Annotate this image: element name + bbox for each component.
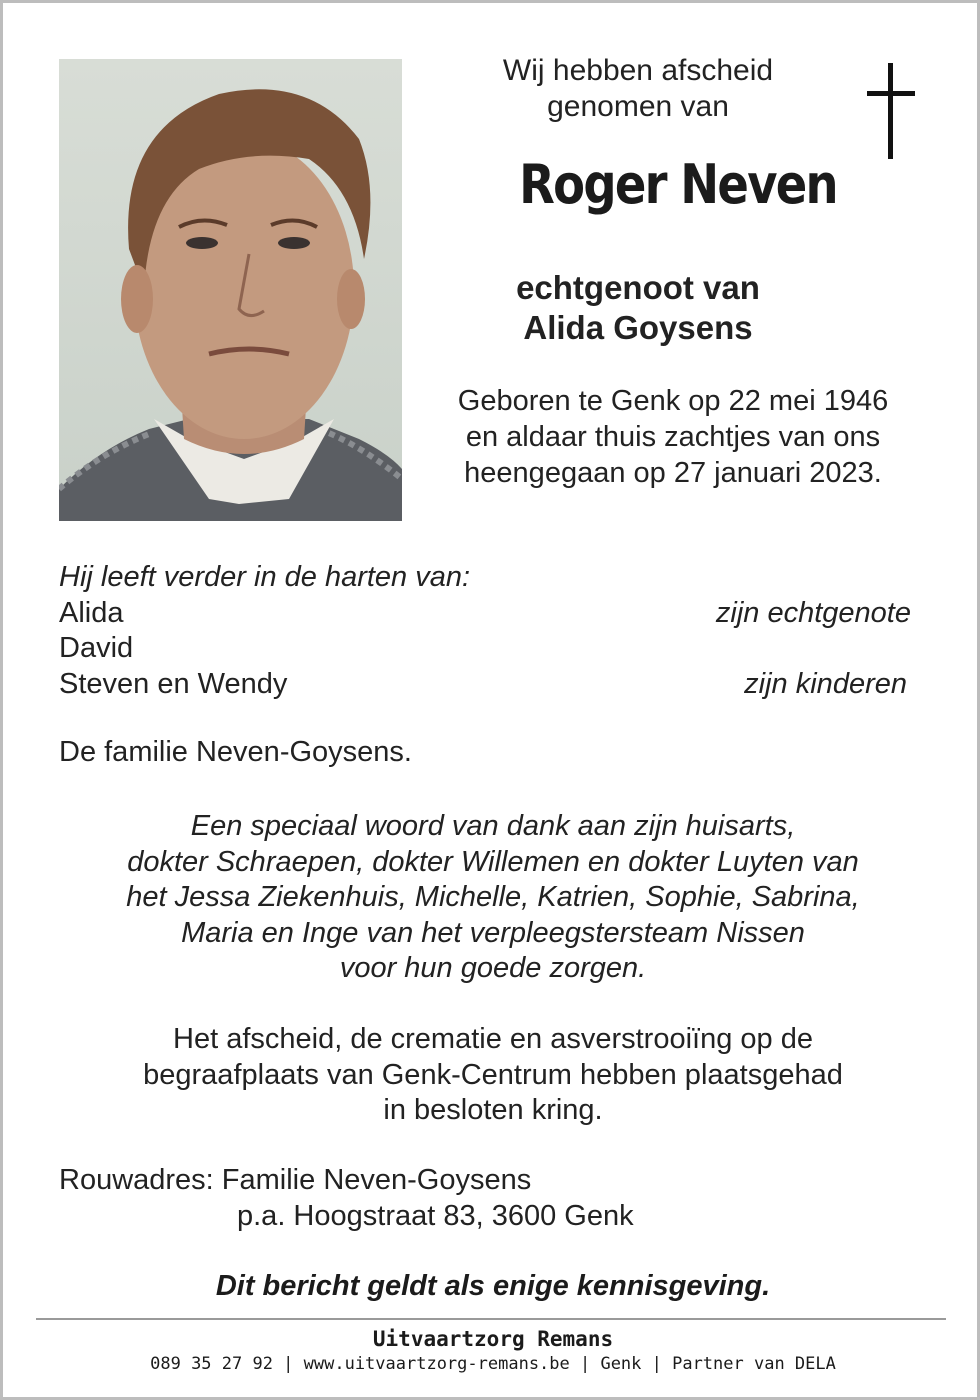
notice-text: Dit bericht geldt als enige kennisgeving. (215, 1270, 771, 1302)
thanks-line-2: dokter Schraepen, dokter Willemen en dokter Luyten van (127, 845, 859, 878)
survivor-row (59, 596, 917, 632)
survivor-relation: zijn echtgenote (715, 596, 911, 629)
spouse-line-1: echtgenoot van (516, 269, 760, 306)
mourning-address (59, 1163, 634, 1234)
survivor-name: Alida (59, 596, 124, 629)
thanks-line-1: Een speciaal woord van dank aan zijn huisarts, (190, 810, 796, 842)
cross-icon (861, 63, 921, 159)
intro-line-2: genomen van (547, 90, 729, 123)
survivor-relation (911, 631, 917, 667)
survivor-name: David (59, 632, 134, 664)
survivor-name: Steven en Wendy (59, 667, 288, 700)
farewell-line-1: Het afscheid, de crematie en asverstrooiïng op de (173, 1023, 813, 1055)
farewell-line-3: in besloten kring. (383, 1094, 603, 1126)
address-line-1: Rouwadres: Familie Neven-Goysens (59, 1164, 532, 1196)
deceased-name: Roger Neven (519, 153, 837, 216)
born-line-3: heengegaan op 27 januari 2023. (464, 457, 882, 489)
thanks-paragraph (63, 809, 923, 987)
thanks-line-4: Maria en Inge van het verpleegstersteam Nissen (181, 916, 805, 949)
family-signature: De familie Neven-Goysens. (59, 736, 412, 768)
farewell-line-2: begraafplaats van Genk-Centrum hebben plaatsgehad (143, 1058, 843, 1091)
spouse-block (443, 268, 833, 348)
born-line-1: Geboren te Genk op 22 mei 1946 (457, 385, 889, 417)
farewell-paragraph (63, 1022, 923, 1129)
funeral-company-info: 089 35 27 92 | www.uitvaartzorg-remans.be | Genk | Partner van DELA (150, 1354, 836, 1374)
footer-divider (36, 1318, 946, 1320)
birth-death-block (423, 383, 923, 491)
survivor-row (59, 667, 917, 703)
spouse-line-2: Alida Goysens (523, 309, 753, 346)
survivor-row (59, 631, 917, 667)
intro-line-1: Wij hebben afscheid (502, 54, 774, 87)
thanks-line-5: voor hun goede zorgen. (339, 952, 647, 984)
portrait-photo (59, 59, 402, 521)
survivor-relation: zijn kinderen (744, 667, 907, 700)
intro-text (443, 53, 833, 125)
survivors-header: Hij leeft verder in de harten van: (59, 561, 471, 593)
portrait-illustration (59, 59, 402, 521)
survivors-list (59, 560, 917, 702)
funeral-company-name: Uitvaartzorg Remans (372, 1327, 614, 1351)
thanks-line-3: het Jessa Ziekenhuis, Michelle, Katrien, Sophie, Sabrina, (126, 881, 860, 913)
born-line-2: en aldaar thuis zachtjes van ons (465, 421, 881, 453)
address-line-2: p.a. Hoogstraat 83, 3600 Genk (237, 1199, 634, 1232)
